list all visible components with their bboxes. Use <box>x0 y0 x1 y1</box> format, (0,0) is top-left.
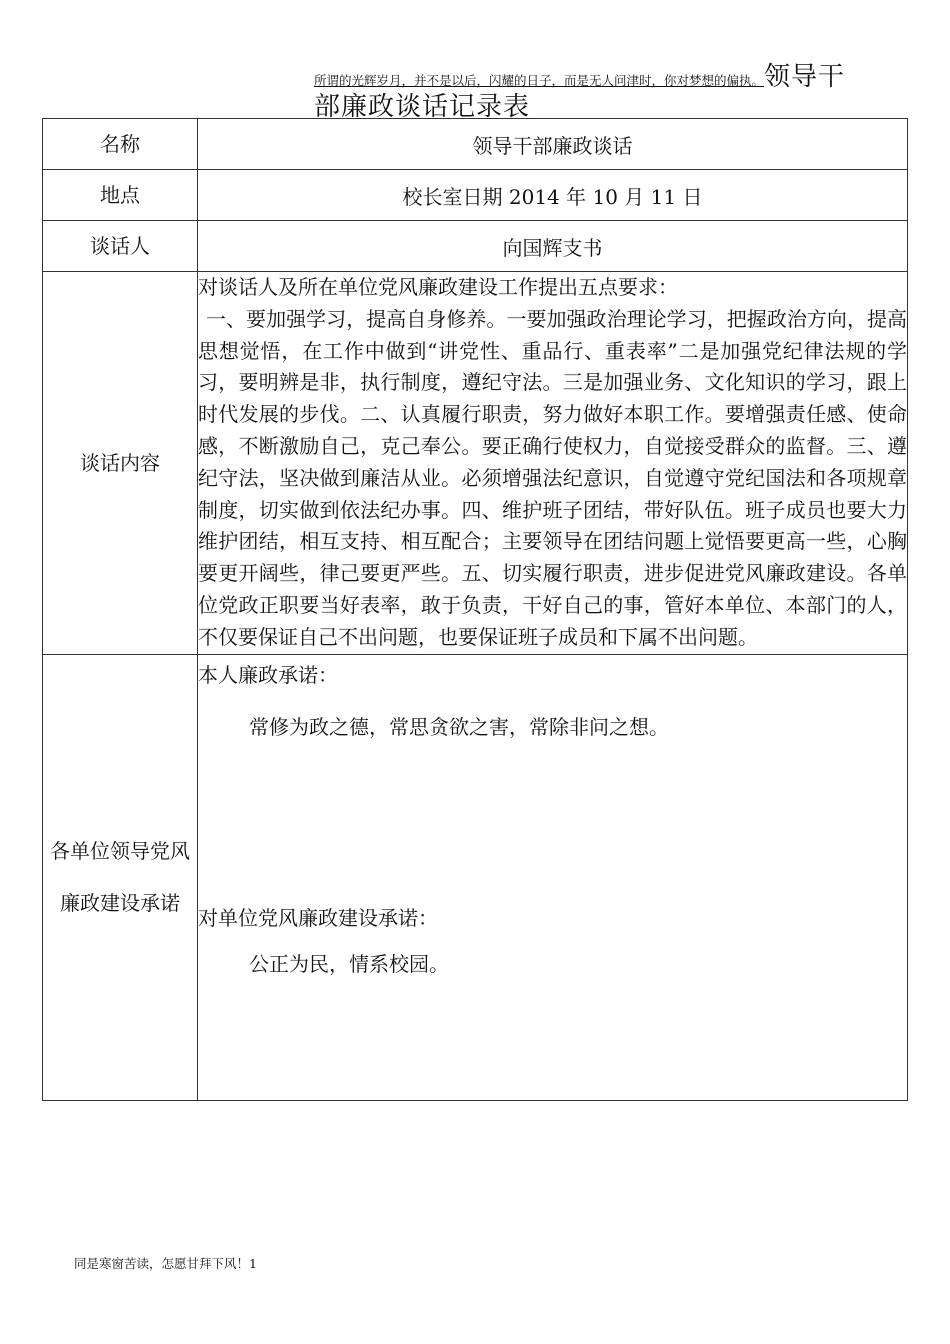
unit-promise-label: 对单位党风廉政建设承诺： <box>198 905 438 930</box>
content-label: 谈话内容 <box>43 272 198 655</box>
row-content <box>43 272 908 655</box>
content-cell <box>198 272 908 655</box>
talker-label: 谈话人 <box>43 221 198 272</box>
unit-promise-text: 公正为民，情系校园。 <box>249 951 449 976</box>
header-motto: 所谓的光辉岁月，并不是以后，闪耀的日子，而是无人问津时，你对梦想的偏执。 <box>314 73 765 88</box>
name-label: 名称 <box>43 119 198 170</box>
row-place <box>43 170 908 221</box>
personal-promise-label: 本人廉政承诺： <box>198 662 338 687</box>
talker-value: 向国辉支书 <box>198 221 908 272</box>
record-table <box>42 118 908 1101</box>
content-intro: 对谈话人及所在单位党风廉政建设工作提出五点要求： <box>198 275 678 299</box>
promise-cell <box>198 654 908 1100</box>
row-promise <box>43 654 908 1100</box>
page-footer: 同是寒窗苦读，怎愿甘拜下风！1 <box>74 1256 257 1271</box>
document-title-end: 部廉政谈话记录表 <box>314 92 531 122</box>
document-title-start: 领导干 <box>764 62 846 92</box>
personal-promise-text: 常修为政之德，常思贪欲之害，常除非问之想。 <box>249 714 669 739</box>
name-value: 领导干部廉政谈话 <box>198 119 908 170</box>
row-talker <box>43 221 908 272</box>
row-name <box>43 119 908 170</box>
content-body: 一、要加强学习，提高自身修养。一要加强政治理论学习，把握政治方向，提高思想觉悟，在工作中做到“讲党性、重品行、重表率”二是加强党纪律法规的学习，要明辨是非，执行制度，遵纪守法。三是加强业务、文化知识的学习，跟上时代发展的步伐。二、认真履行职责，努力做好本职工作。要增强责任感、使命感，不断激励自己，克己奉公。要正确行使权力，自觉接受群众的监督。三、遵纪守法，坚决做到廉洁从业。必须增强法纪意识，自觉遵守党纪国法和各项规章制度，切实做到依法纪办事。四、维护班子团结，带好队伍。班子成员也要大力维护团结，相互支持、相互配合；主要领导在团结问题上觉悟要更高一些，心胸要更开阔些，律己要更严些。五、切实履行职责，进步促进党风廉政建设。各单位党政正职要当好表率，敢于负责，干好自己的事，管好本单位、本部门的人，不仅要保证自己不出问题，也要保证班子成员和下属不出问题。 <box>198 306 907 649</box>
place-label: 地点 <box>43 170 198 221</box>
promise-label: 各单位领导党风廉政建设承诺 <box>43 654 198 1100</box>
place-value: 校长室日期 2014 年 10 月 11 日 <box>198 170 908 221</box>
